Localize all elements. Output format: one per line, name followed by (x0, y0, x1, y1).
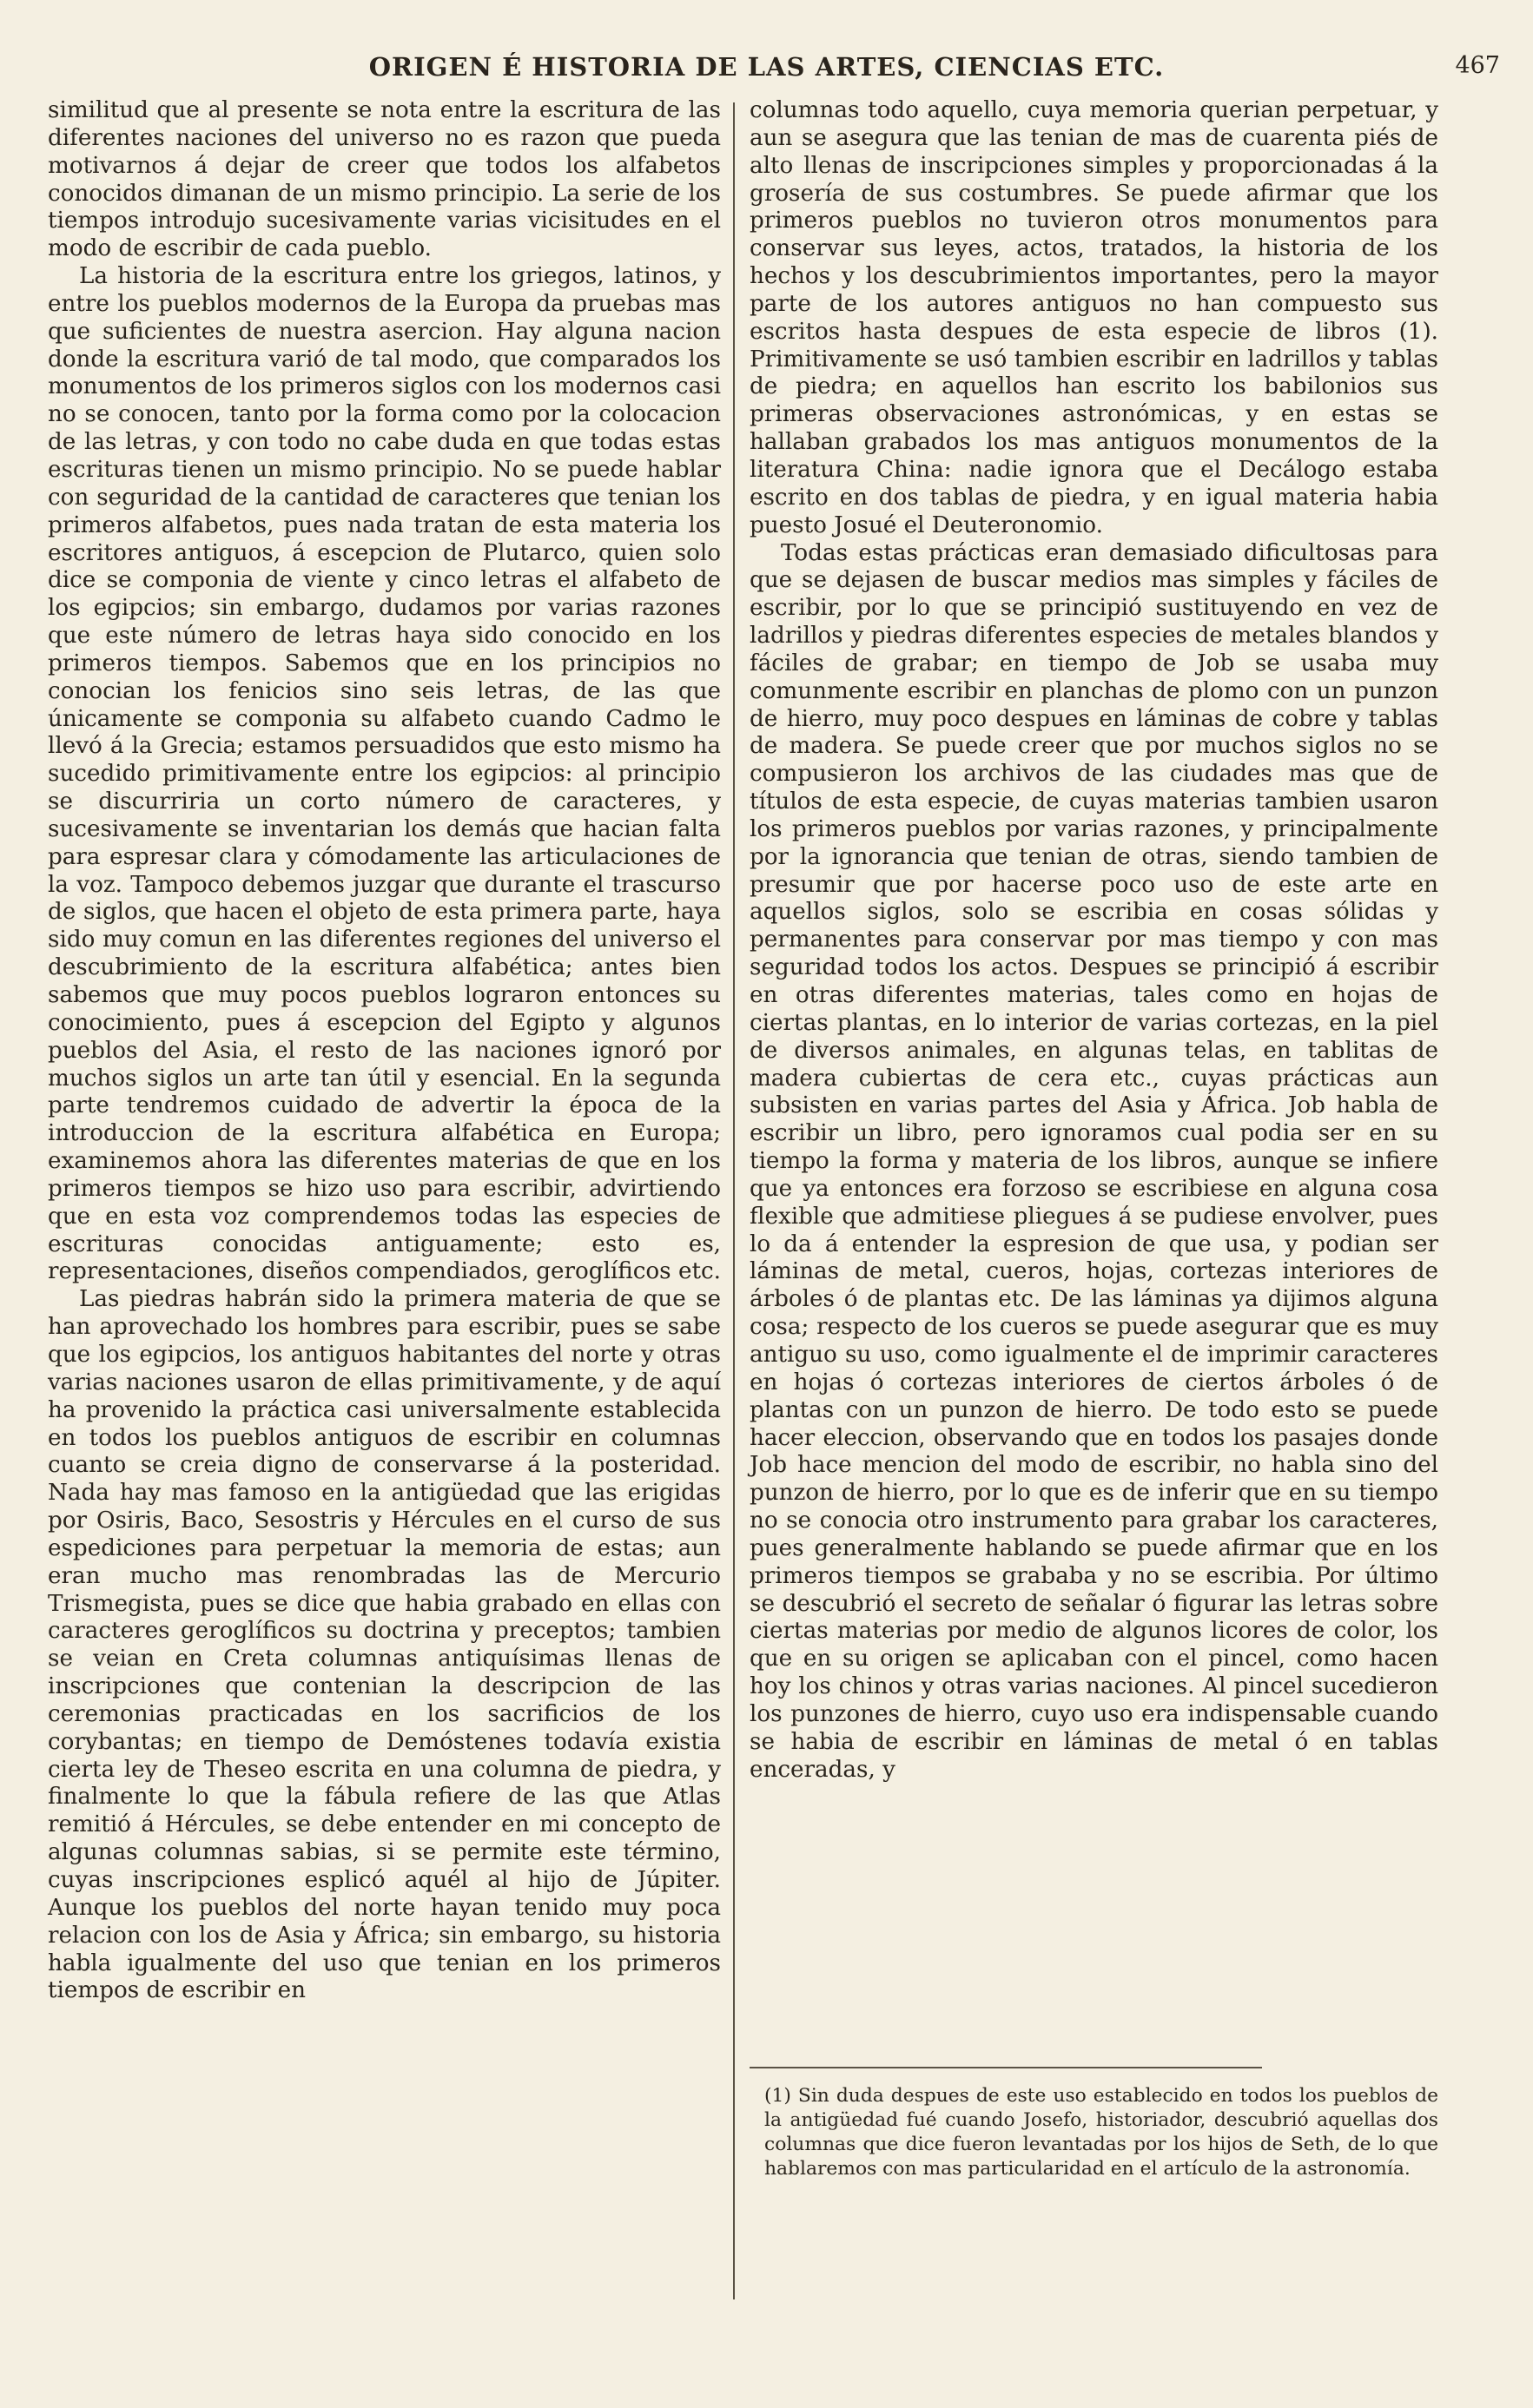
paragraph: similitud que al presente se nota entre la escritura de las diferentes naciones del universo no es razon que pueda motivarnos á dejar de creer que todos los alfabetos conocidos dimanan de un mismo principio. La serie de los tiempos introdujo sucesivamente varias vicisitudes en el modo de escribir de cada pueblo. (48, 97, 721, 262)
column-divider (733, 102, 735, 2299)
paragraph: Todas estas prácticas eran demasiado dificultosas para que se dejasen de buscar medios mas simples y fáciles de escribir, por lo que se principió sustituyendo en vez de ladrillos y piedras diferentes especies de metales blandos y fáciles de grabar; en tiempo de Job se usaba muy comunmente escribir en planchas de plomo con un punzon de hierro, muy poco despues en láminas de cobre y tablas de madera. Se puede creer que por muchos siglos no se compusieron los archivos de las ciudades mas que de títulos de esta especie, de cuyas materias tambien usaron los primeros pueblos por varias razones, y principalmente por la ignorancia que tenian de otras, siendo tambien de presumir que por hacerse poco uso de este arte en aquellos siglos, solo se escribia en cosas sólidas y permanentes para conservar por mas tiempo y con mas seguridad todos los actos. Despues se principió á escribir en otras diferentes materias, tales como en hojas de ciertas plantas, en lo interior de varias cortezas, en la piel de diversos animales, en algunas telas, en tablitas de madera cubiertas de cera etc., cuyas prácticas aun subsisten en varias partes del Asia y África. Job habla de escribir un libro, pero ignoramos cual podia ser en su tiempo la forma y materia de los libros, aunque se infiere que ya entonces era forzoso se escribiese en alguna cosa flexible que admitiese pliegues á se pudiese envolver, pues lo da á entender la espresion de que usa, y podian ser láminas de metal, cueros, hojas, cortezas interiores de árboles ó de plantas etc. De las láminas ya dijimos alguna cosa; respecto de los cueros se puede asegurar que es muy antiguo su uso, como igualmente el de imprimir caracteres en hojas ó cortezas interiores de ciertos árboles ó de plantas con un punzon de hierro. De todo esto se puede hacer eleccion, observando que en todos los pasajes donde Job hace mencion del modo de escribir, no habla sino del punzon de hierro, por lo que es de inferir que en su tiempo no se conocia otro instrumento para grabar los caracteres, pues generalmente hablando se puede afirmar que en los primeros tiempos se grababa y no se escribia. Por último se descubrió el secreto de señalar ó figurar las letras sobre ciertas materias por medio de algunos licores de color, los que en su origen se aplicaban con el pincel, como hacen hoy los chinos y otras varias naciones. Al pincel sucedieron los punzones de hierro, cuyo uso era indispensable cuando se habia de escribir en láminas de metal ó en tablas enceradas, y (750, 539, 1438, 1783)
page-number: 467 (1455, 52, 1500, 79)
footnote-mark: (1) (764, 2085, 791, 2107)
paragraph: columnas todo aquello, cuya memoria querian perpetuar, y aun se asegura que las tenian de mas de cuarenta piés de alto llenas de inscripciones simples y proporcionadas á la grosería de sus costumbres. Se puede afirmar que los primeros pueblos no tuvieron otros monumentos para conservar sus leyes, actos, tratados, la historia de los hechos y los descubrimientos importantes, pero la mayor parte de los autores antiguos no han compuesto sus escritos hasta despues de esta especie de libros (1). Primitivamente se usó tambien escribir en ladrillos y tablas de piedra; en aquellos han escrito los babilonios sus primeras observaciones astronómicas, y en estas se hallaban grabados los mas antiguos monumentos de la literatura China: nadie ignora que el Decálogo estaba escrito en dos tablas de piedra, y en igual materia habia puesto Josué el Deuteronomio. (750, 97, 1438, 538)
right-column (750, 97, 1438, 1784)
running-title: ORIGEN É HISTORIA DE LAS ARTES, CIENCIAS ETC. (368, 52, 1165, 82)
paragraph: Las piedras habrán sido la primera materia de que se han aprovechado los hombres para escribir, pues se sabe que los egipcios, los antiguos habitantes del norte y otras varias naciones usaron de ellas primitivamente, y de aquí ha provenido la práctica casi universalmente establecida en todos los pueblos antiguos de escribir en columnas cuanto se creia digno de conservarse á la posteridad. Nada hay mas famoso en la antigüedad que las erigidas por Osiris, Baco, Sesostris y Hércules en el curso de sus espediciones para perpetuar la memoria de estas; aun eran mucho mas renombradas las de Mercurio Trismegista, pues se dice que habia grabado en ellas con caracteres geroglíficos su doctrina y preceptos; tambien se veian en Creta columnas antiquísimas llenas de inscripciones que contenian la descripcion de las ceremonias practicadas en los sacrificios de los corybantas; en tiempo de Demóstenes todavía existia cierta ley de Theseo escrita en una columna de piedra, y finalmente lo que la fábula refiere de las que Atlas remitió á Hércules, se debe entender en mi concepto de algunas columnas sabias, si se permite este término, cuyas inscripciones esplicó aquél al hijo de Júpiter. Aunque los pueblos del norte hayan tenido muy poca relacion con los de Asia y África; sin embargo, su historia habla igualmente del uso que tenian en los primeros tiempos de escribir en (48, 1286, 721, 2004)
footnote-rule (750, 2067, 1262, 2068)
footnote-text: Sin duda despues de este uso establecido en todos los pueblos de la antigüedad fué cuando Josefo, historiador, descubrió aquellas dos columnas que dice fueron levantadas por los hijos de Seth, de lo que hablaremos con mas particularidad en el artículo de la astronomía. (764, 2085, 1438, 2180)
left-column (48, 97, 721, 2005)
running-header (0, 52, 1533, 96)
paragraph: La historia de la escritura entre los griegos, latinos, y entre los pueblos modernos de la Europa da pruebas mas que suficientes de nuestra asercion. Hay alguna nacion donde la escritura varió de tal modo, que comparados los monumentos de los primeros siglos con los modernos casi no se conocen, tanto por la forma como por la colocacion de las letras, y con todo no cabe duda en que todas estas escrituras tienen un mismo principio. No se puede hablar con seguridad de la cantidad de caracteres que tenian los primeros alfabetos, pues nada tratan de esta materia los escritores antiguos, á escepcion de Plutarco, quien solo dice se componia de viente y cinco letras el alfabeto de los egipcios; sin embargo, dudamos por varias razones que este número de letras haya sido conocido en los primeros tiempos. Sabemos que en los principios no conocian los fenicios sino seis letras, de las que únicamente se componia su alfabeto cuando Cadmo le llevó á la Grecia; estamos persuadidos que esto mismo ha sucedido primitivamente entre los egipcios: al principio se discurriria un corto número de caracteres, y sucesivamente se inventarian los demás que hacian falta para espresar clara y cómodamente las articulaciones de la voz. Tampoco debemos juzgar que durante el trascurso de siglos, que hacen el objeto de esta primera parte, haya sido muy comun en las diferentes regiones del universo el descubrimiento de la escritura alfabética; antes bien sabemos que muy pocos pueblos lograron entonces su conocimiento, pues á escepcion del Egipto y algunos pueblos del Asia, el resto de las naciones ignoró por muchos siglos un arte tan útil y esencial. En la segunda parte tendremos cuidado de advertir la época de la introduccion de la escritura alfabética en Europa; examinemos ahora las diferentes materias de que en los primeros tiempos se hizo uso para escribir, advirtiendo que en esta voz comprendemos todas las especies de escrituras conocidas antiguamente; esto es, representaciones, diseños compendiados, geroglíficos etc. (48, 263, 721, 1285)
footnote (764, 2084, 1438, 2181)
